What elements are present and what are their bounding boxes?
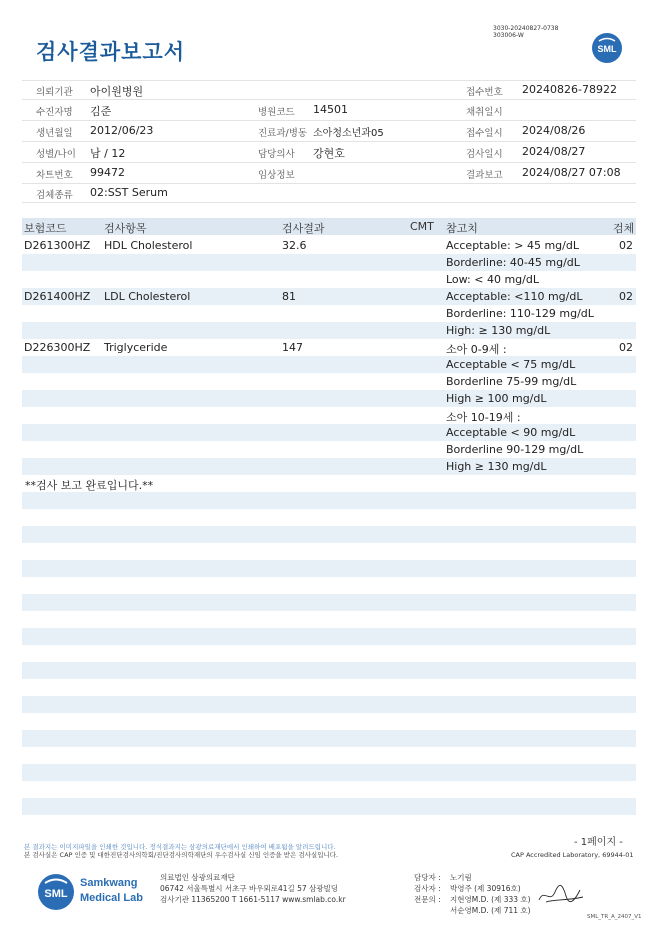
table-row	[22, 356, 636, 373]
sml-footer-logo-text: SML	[44, 888, 68, 900]
reference-range: High ≥ 100 mg/dL	[446, 392, 547, 405]
form-code: SML_TR_A_2407_V1	[587, 914, 642, 920]
page-number: - 1페이지 -	[574, 837, 623, 848]
table-row	[22, 254, 636, 271]
hospital-code-label: 병원코드	[258, 107, 295, 118]
header-insurance-code: 보험코드	[24, 222, 67, 235]
specimen-code: 02	[619, 290, 633, 303]
reference-range: Borderline: 110-129 mg/dL	[446, 307, 594, 320]
org-name: 의료법인 삼광의료재단	[160, 873, 235, 882]
reference-range: Acceptable < 90 mg/dL	[446, 426, 576, 439]
reference-range: Acceptable: > 45 mg/dL	[446, 239, 579, 252]
staff-specialist-1: 지현영M.D. (제 333 호)	[450, 895, 531, 904]
test-item: LDL Cholesterol	[104, 290, 191, 303]
insurance-code: D261400HZ	[24, 290, 91, 303]
divider	[22, 141, 636, 142]
org-address: 06742 서울특별시 서초구 바우뫼로41길 57 삼광빌딩	[160, 884, 339, 893]
staff-manager-label: 담당자 :	[414, 873, 441, 882]
test-result: 32.6	[282, 239, 307, 252]
header-cmt: CMT	[410, 220, 434, 233]
empty-table-row	[22, 611, 636, 628]
staff-manager: 노기림	[450, 873, 472, 882]
test-item: Triglyceride	[104, 341, 168, 354]
completion-note: **검사 보고 완료입니다.**	[25, 479, 154, 492]
table-row	[22, 271, 636, 288]
divider	[22, 183, 636, 184]
empty-table-row	[22, 696, 636, 713]
birth-label: 생년월일	[36, 128, 73, 139]
name-label: 수진자명	[36, 107, 73, 118]
reference-range: Borderline 75-99 mg/dL	[446, 375, 577, 388]
reference-range: Low: < 40 mg/dL	[446, 273, 539, 286]
specimen-label: 검체종류	[36, 190, 73, 201]
sex-age-label: 성별/나이	[36, 149, 76, 160]
reference-range: 소아 10-19세 :	[446, 411, 521, 424]
brand-name-line2: Medical Lab	[80, 892, 143, 904]
page-title: 검사결과보고서	[36, 40, 186, 64]
header-reference: 참고치	[446, 222, 478, 235]
empty-table-row	[22, 645, 636, 662]
document-code-secondary: 303006-W	[493, 32, 524, 39]
table-row	[22, 373, 636, 390]
institution-label: 의뢰기관	[36, 87, 73, 98]
header-result: 검사결과	[282, 222, 325, 235]
reference-range: Acceptable < 75 mg/dL	[446, 358, 576, 371]
empty-table-row	[22, 577, 636, 594]
table-row	[22, 305, 636, 322]
test-date-value: 2024/08/27	[522, 145, 586, 158]
test-item: HDL Cholesterol	[104, 239, 193, 252]
notice-cap: 본 검사실은 CAP 인증 및 대한진단검사의학회/진단검사의학재단의 우수검사실 신임 인증을 받은 검사실입니다.	[24, 851, 339, 859]
divider	[22, 162, 636, 163]
org-contact: 검사기관 11365200 T 1661-5117 www.smlab.co.kr	[160, 895, 346, 904]
staff-specialist-label: 전문의 :	[414, 895, 441, 904]
empty-table-row	[22, 543, 636, 560]
empty-table-row	[22, 662, 636, 679]
table-row	[22, 458, 636, 475]
cap-accreditation: CAP Accredited Laboratory, 69944-01	[511, 851, 634, 859]
table-row	[22, 407, 636, 424]
empty-table-row	[22, 730, 636, 747]
empty-table-row	[22, 560, 636, 577]
staff-tester: 박영주 (제 30916호)	[450, 884, 521, 893]
receipt-no-label: 접수번호	[466, 87, 503, 98]
institution-value: 아이원병원	[90, 85, 144, 98]
test-date-label: 검사일시	[466, 149, 503, 160]
report-value: 2024/08/27 07:08	[522, 166, 621, 179]
birth-value: 2012/06/23	[90, 124, 154, 137]
test-result: 147	[282, 341, 303, 354]
hospital-code-value: 14501	[313, 103, 348, 116]
insurance-code: D226300HZ	[24, 341, 91, 354]
specimen-code: 02	[619, 239, 633, 252]
divider	[22, 99, 636, 100]
doctor-label: 담당의사	[258, 149, 295, 160]
report-label: 결과보고	[466, 170, 503, 181]
empty-table-row	[22, 815, 636, 832]
divider	[22, 80, 636, 81]
reference-range: Borderline 90-129 mg/dL	[446, 443, 584, 456]
signature	[536, 882, 586, 908]
staff-tester-label: 검사자 :	[414, 884, 441, 893]
empty-table-row	[22, 713, 636, 730]
divider	[22, 120, 636, 121]
empty-table-row	[22, 594, 636, 611]
notice-image: 본 결과지는 이미지파일을 인쇄한 것입니다. 정식결과지는 삼광의료재단에서 인쇄하여 배포됨을 알려드립니다.	[24, 843, 336, 851]
sex-age-value: 남 / 12	[90, 147, 126, 160]
test-result: 81	[282, 290, 296, 303]
specimen-code: 02	[619, 341, 633, 354]
document-code: 3030-20240827-0738	[493, 25, 559, 32]
dept-value: 소아청소년과05	[313, 128, 384, 139]
receipt-date-label: 접수일시	[466, 128, 503, 139]
header-specimen: 검체	[613, 222, 635, 235]
specimen-value: 02:SST Serum	[90, 186, 168, 199]
reference-range: Borderline: 40-45 mg/dL	[446, 256, 580, 269]
table-row	[22, 288, 636, 305]
sml-logo-text: SML	[597, 44, 617, 54]
empty-table-row	[22, 747, 636, 764]
table-row	[22, 339, 636, 356]
reference-range: High ≥ 130 mg/dL	[446, 460, 547, 473]
table-row	[22, 237, 636, 254]
empty-table-row	[22, 781, 636, 798]
clinical-label: 임상정보	[258, 170, 295, 181]
table-row	[22, 441, 636, 458]
empty-table-row	[22, 509, 636, 526]
reference-range: High: ≥ 130 mg/dL	[446, 324, 551, 337]
chart-value: 99472	[90, 166, 125, 179]
reference-range: Acceptable: <110 mg/dL	[446, 290, 583, 303]
sml-footer-logo	[36, 872, 76, 912]
reference-range: 소아 0-9세 :	[446, 343, 507, 356]
dept-label: 진료과/병동	[258, 128, 308, 139]
header-test-item: 검사항목	[104, 222, 147, 235]
staff-specialist-2: 서순영M.D. (제 711 호)	[450, 906, 531, 915]
insurance-code: D261300HZ	[24, 239, 91, 252]
table-row	[22, 424, 636, 441]
table-row	[22, 322, 636, 339]
receipt-date-value: 2024/08/26	[522, 124, 586, 137]
name-value: 김준	[90, 105, 112, 118]
empty-table-row	[22, 526, 636, 543]
table-row	[22, 475, 636, 492]
doctor-value: 강현호	[313, 147, 345, 160]
empty-table-row	[22, 764, 636, 781]
empty-table-row	[22, 492, 636, 509]
empty-table-row	[22, 798, 636, 815]
sml-logo	[591, 32, 623, 64]
brand-name-line1: Samkwang	[80, 877, 138, 889]
table-row	[22, 390, 636, 407]
receipt-no-value: 20240826-78922	[522, 83, 617, 96]
empty-table-row	[22, 628, 636, 645]
empty-table-row	[22, 679, 636, 696]
divider	[22, 202, 636, 203]
chart-label: 차트번호	[36, 170, 73, 181]
collect-label: 채취일시	[466, 107, 503, 118]
